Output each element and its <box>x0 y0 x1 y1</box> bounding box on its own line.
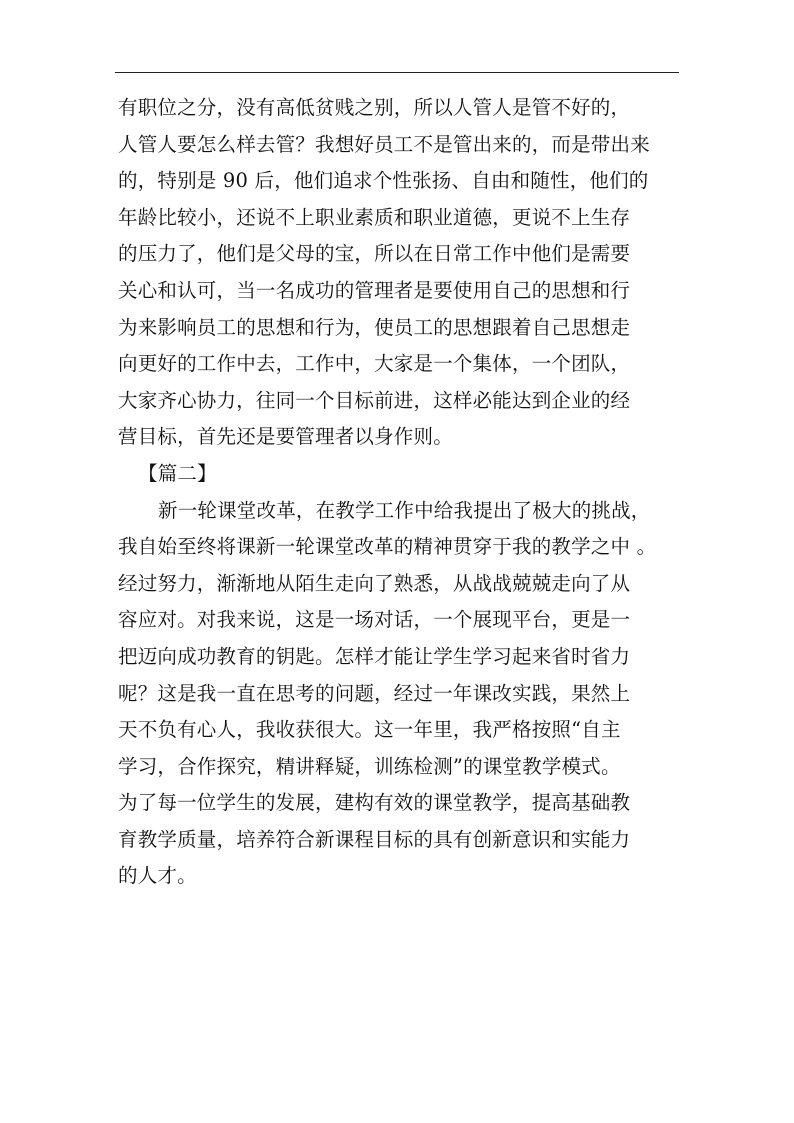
text-line: 大家齐心协力，往同一个目标前进，这样必能达到企业的经 <box>118 388 631 412</box>
text-line: 向更好的工作中去，工作中，大家是一个集体，一个团队， <box>118 352 631 376</box>
text-line: 营目标，首先还是要管理者以身作则。 <box>118 425 453 449</box>
text-line: 把迈向成功教育的钥匙。怎样才能让学生学习起来省时省力 <box>118 644 631 668</box>
text-line: 我自始至终将课新一轮课堂改革的精神贯穿于我的教学之中 。 <box>118 535 657 559</box>
text-line: 有职位之分，没有高低贫贱之别，所以人管人是管不好的， <box>118 96 631 119</box>
text-line: 天不负有心人，我收获很大。这一年里，我严格按照“自主 <box>118 718 621 742</box>
paragraph-2 <box>118 493 688 896</box>
text-line: 为了每一位学生的发展，建构有效的课堂教学，提高基础教 <box>118 791 631 815</box>
text-line: 年龄比较小，还说不上职业素质和职业道德，更说不上生存 <box>118 205 631 229</box>
text-line: 育教学质量，培养符合新课程目标的具有创新意识和实能力 <box>118 827 631 851</box>
text-line: 的压力了，他们是父母的宝，所以在日常工作中他们是需要 <box>118 242 631 266</box>
text-line: 容应对。对我来说，这是一场对话，一个展现平台，更是一 <box>118 608 631 632</box>
text-line: 的，特别是 90 后，他们追求个性张扬、自由和随性，他们的 <box>118 169 649 193</box>
text-line: 的人才。 <box>118 864 197 888</box>
body-text <box>118 90 688 895</box>
text-line: 学习，合作探究，精讲释疑，训练检测”的课堂教学模式。 <box>118 754 621 778</box>
text-line: 新一轮课堂改革，在教学工作中给我提出了极大的挑战， <box>158 498 651 522</box>
text-line: 为来影响员工的思想和行为，使员工的思想跟着自己思想走 <box>118 315 631 339</box>
paragraph-1 <box>118 90 688 456</box>
text-line: 经过努力，渐渐地从陌生走向了熟悉，从战战兢兢走向了从 <box>118 571 631 595</box>
header-rule <box>115 72 679 73</box>
section-heading: 【篇二】 <box>138 461 217 485</box>
text-line: 呢？这是我一直在思考的问题，经过一年课改实践，果然上 <box>118 681 631 705</box>
text-line: 关心和认可，当一名成功的管理者是要使用自己的思想和行 <box>118 278 631 302</box>
text-line: 人管人要怎么样去管？我想好员工不是管出来的，而是带出来 <box>118 132 650 156</box>
